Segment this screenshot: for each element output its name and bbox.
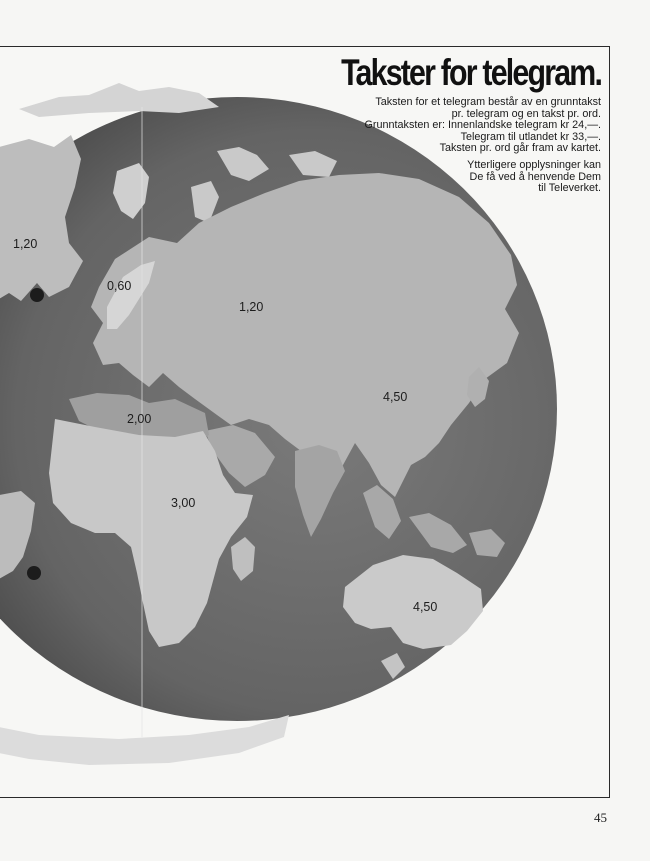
- info-line: Taksten for et telegram består av en grunntakst: [375, 96, 601, 108]
- rate-label-asia: 4,50: [383, 390, 408, 404]
- rate-label-africa: 3,00: [171, 496, 196, 510]
- info-line: Taksten pr. ord går fram av kartet.: [439, 142, 601, 155]
- page-number: 45: [594, 810, 607, 825]
- punch-hole: [27, 566, 41, 580]
- rate-label-europe: 1,20: [239, 300, 264, 314]
- rate-label-north-america: 1,20: [13, 237, 38, 251]
- content-frame: [0, 46, 610, 798]
- info-line: Ytterligere opplysninger kan: [467, 158, 601, 171]
- info-line: pr. telegram og en takst pr. ord.: [451, 107, 601, 120]
- rate-label-australia: 4,50: [413, 600, 438, 614]
- page-title: Takster for telegram.: [340, 52, 601, 93]
- info-line: Telegram til utlandet kr 33,—.: [460, 130, 601, 143]
- info-line: til Televerket.: [538, 182, 601, 195]
- punch-hole: [30, 288, 44, 302]
- rate-label-nordic: 0,60: [107, 279, 132, 293]
- info-text-block: [301, 97, 601, 195]
- rate-label-middle-east: 2,00: [127, 412, 152, 426]
- info-line: De få ved å henvende Dem: [469, 170, 601, 183]
- info-line: Grunntaksten er: Innenlandske telegram kr 24,—.: [364, 119, 601, 132]
- antarctica-landmass: [0, 715, 289, 765]
